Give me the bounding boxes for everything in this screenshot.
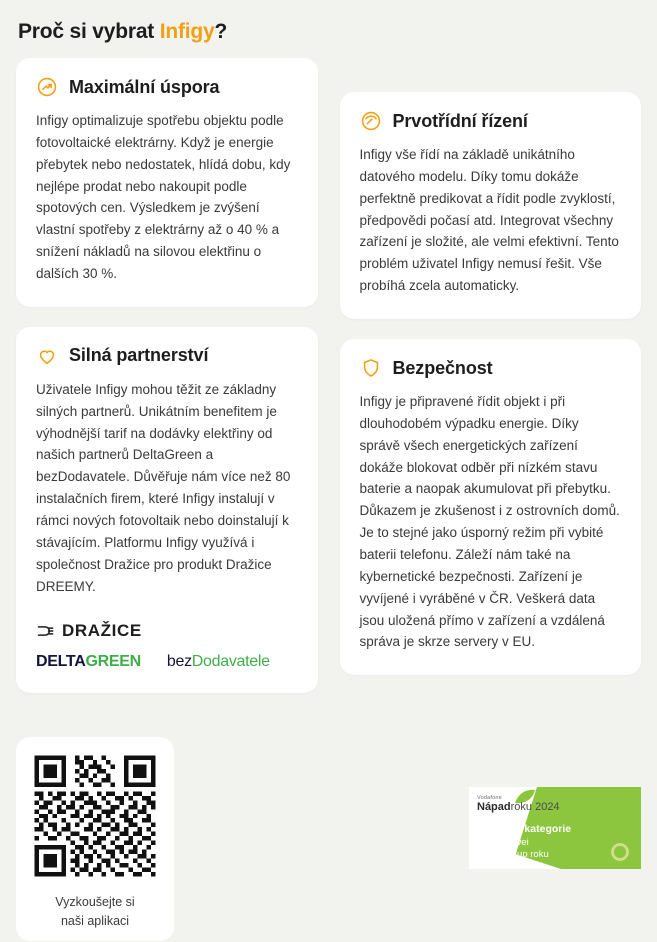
award-category-line1: Huawei bbox=[497, 837, 529, 848]
award-vodafone-text: Vodafone bbox=[477, 795, 502, 801]
card-title: Maximální úspora bbox=[69, 76, 220, 97]
deltagreen-text-a: DELTA bbox=[36, 653, 86, 671]
card-silna-partnerstvi bbox=[16, 327, 318, 694]
award-badge bbox=[469, 787, 641, 869]
card-header bbox=[360, 357, 622, 379]
shield-icon bbox=[360, 357, 382, 379]
qr-card bbox=[16, 737, 174, 941]
card-body: Infigy vše řídí na základě unikátního datového modelu. Díky tomu dokáže perfektně predikovat a řídit podle zvyklostí, předpovědi počasí atd. Integrovat všechny zařízení je složité, ale velmi efektivní. Tento problém uživatel Infigy nemusí řešit. Vše probíhá zcela automaticky. bbox=[359, 147, 619, 294]
award-roku: roku 2024 bbox=[510, 801, 560, 813]
partner-logos bbox=[36, 621, 298, 671]
deltagreen-logo bbox=[36, 653, 141, 671]
bezdodavatele-text-a: bez bbox=[166, 653, 192, 671]
card-header bbox=[36, 345, 298, 367]
award-napad-text bbox=[477, 801, 560, 813]
card-title: Bezpečnost bbox=[392, 357, 493, 378]
award-seal-icon bbox=[607, 839, 633, 865]
qr-caption-line2: naši aplikaci bbox=[60, 914, 130, 929]
card-title: Prvotřídní řízení bbox=[392, 110, 528, 131]
savings-arrow-icon bbox=[36, 76, 58, 98]
heart-icon bbox=[36, 345, 58, 367]
partner-logo-row bbox=[36, 653, 298, 671]
card-header bbox=[36, 76, 298, 98]
card-prvotridni-rizeni bbox=[340, 92, 642, 319]
qr-caption bbox=[30, 893, 160, 931]
gauge-icon bbox=[360, 110, 382, 132]
bezdodavatele-text-b: Dodavatele bbox=[191, 653, 270, 671]
card-maximalni-uspora bbox=[16, 58, 318, 307]
card-title: Silná partnerství bbox=[69, 345, 209, 366]
award-vitez-text: Vítěz kategorie bbox=[497, 823, 572, 835]
award-napad-bold: Nápad bbox=[477, 801, 511, 813]
left-column bbox=[16, 58, 318, 941]
card-body: Uživatele Infigy mohou těžit ze základny silných partnerů. Unikátním benefitem je výhodnější tarif na dodávky elektřiny od našich partnerů DeltaGreen a bezDodavatele. Důvěřuje nám více než 80 instalačních firem, které Infigy instalují v rámci nových fotovoltaik nebo doinstalují k stávajícím. Platformu Infigy využívá i společnost Dražice pro produkt Dražice DREEMY. bbox=[36, 381, 291, 594]
deltagreen-text-b: GREEN bbox=[85, 653, 141, 671]
page-title bbox=[16, 0, 641, 58]
award-category-line2: Startup roku bbox=[497, 849, 549, 860]
bezdodavatele-logo bbox=[167, 653, 270, 671]
drazice-logo bbox=[36, 621, 298, 641]
qr-code-image bbox=[30, 751, 160, 881]
card-bezpecnost bbox=[340, 339, 642, 675]
card-body: Infigy je připravené řídit objekt i při dlouhodobém výpadku energie. Díky správě všech energetických zařízení dokáže blokovat odběr při nízkém stavu baterie a naopak akumulovat při přebytku. Důkazem je zkušenost i z ostrovních domů. Je to stejné jako úsporný režim při vybité baterii telefonu. Záleží nám také na kybernetické bezpečnosti. Zařízení je vyvíjené i vyráběné v ČR. Veškerá data jsou uložená přímo v zařízení a vzdálená správa je skrze servery v EU. bbox=[359, 394, 620, 650]
brand-name: Infigy bbox=[159, 20, 215, 43]
qr-caption-line1: Vyzkoušejte si bbox=[55, 895, 135, 910]
drazice-mark-icon bbox=[36, 623, 56, 639]
card-header bbox=[360, 110, 622, 132]
card-body: Infigy optimalizuje spotřebu objektu podle fotovoltaické elektrárny. Když je energie přebytek nebo nedostatek, hlídá dobu, kdy nejlépe prodat nebo nakoupit podle spotových cen. Výsledkem je zvýšení vlastní spotřeby z elektrárny až o 40 % a snížení nákladů na silovou elektřinu o dalších 30 %. bbox=[36, 113, 291, 282]
page-title-suffix: ? bbox=[214, 20, 228, 43]
page-title-prefix: Proč si vybrat bbox=[18, 20, 160, 43]
right-column bbox=[340, 92, 642, 675]
drazice-logo-text: DRAŽICE bbox=[62, 621, 142, 641]
